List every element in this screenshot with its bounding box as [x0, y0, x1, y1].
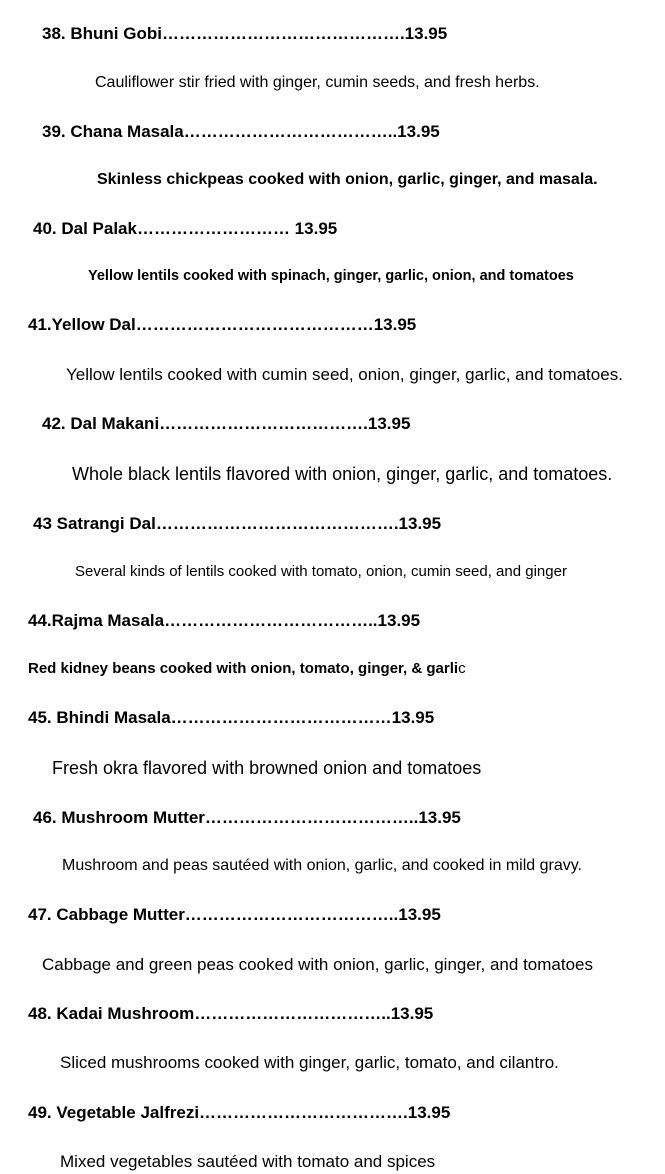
- menu-item-description-38: Cauliflower stir fried with ginger, cumin seeds, and fresh herbs.: [95, 74, 540, 91]
- menu-item-title-48: 48. Kadai Mushroom……………………………..13.95: [28, 1004, 434, 1023]
- menu-item-title-46: 46. Mushroom Mutter………………………………..13.95: [33, 808, 461, 827]
- menu-item-title-45: 45. Bhindi Masala…………………………………13.95: [28, 708, 435, 727]
- menu-item-description-46: Mushroom and peas sautéed with onion, garlic, and cooked in mild gravy.: [62, 857, 582, 874]
- menu-item-description-48: Sliced mushrooms cooked with ginger, garlic, tomato, and cilantro.: [60, 1053, 559, 1072]
- menu-item-title-49: 49. Vegetable Jalfrezi……………………………….13.95: [28, 1103, 451, 1122]
- menu-item-description-45: Fresh okra flavored with browned onion and tomatoes: [52, 758, 482, 778]
- menu-item-title-42: 42. Dal Makani……………………………….13.95: [42, 414, 411, 433]
- menu-item-description-49: Mixed vegetables sautéed with tomato and spices: [60, 1152, 436, 1171]
- menu-item-title-41: 41.Yellow Dal……………………………………13.95: [28, 315, 417, 334]
- menu-item-title-39: 39. Chana Masala………………………………..13.95: [42, 122, 440, 141]
- menu-item-title-38: 38. Bhuni Gobi…………………………………….13.95: [42, 24, 448, 43]
- menu-item-title-40: 40. Dal Palak……………………… 13.95: [33, 219, 338, 238]
- menu-item-description-41: Yellow lentils cooked with cumin seed, onion, ginger, garlic, and tomatoes.: [66, 365, 623, 384]
- menu-item-description-47: Cabbage and green peas cooked with onion, garlic, ginger, and tomatoes: [42, 955, 593, 974]
- menu-item-title-44: 44.Rajma Masala………………………………..13.95: [28, 611, 421, 630]
- menu-item-title-47: 47. Cabbage Mutter………………………………..13.95: [28, 905, 441, 924]
- menu-item-description-40: Yellow lentils cooked with spinach, ginger, garlic, onion, and tomatoes: [88, 268, 574, 284]
- menu-item-description-44: [28, 661, 466, 676]
- menu-item-description-44-bold: Red kidney beans cooked with onion, tomato, ginger, & garli: [28, 660, 459, 677]
- menu-item-description-39: Skinless chickpeas cooked with onion, garlic, ginger, and masala.: [97, 171, 598, 188]
- menu-item-description-43: Several kinds of lentils cooked with tomato, onion, cumin seed, and ginger: [75, 563, 567, 580]
- menu-item-description-44-tail: c: [458, 660, 466, 677]
- menu-item-title-43: 43 Satrangi Dal…………………………………….13.95: [33, 514, 442, 533]
- menu-item-description-42: Whole black lentils flavored with onion, ginger, garlic, and tomatoes.: [72, 464, 613, 484]
